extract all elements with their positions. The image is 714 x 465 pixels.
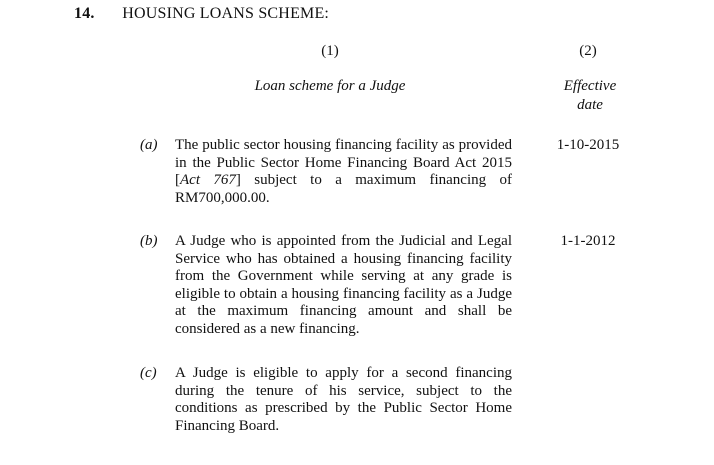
column-1-number: (1) xyxy=(321,43,339,59)
item-label: (a) xyxy=(140,137,158,153)
list-item-c xyxy=(140,365,512,435)
item-text-part: ] subject to a maximum financing of RM700,000.00. xyxy=(175,172,512,206)
column-1-title: Loan scheme for a Judge xyxy=(254,78,406,94)
item-text: A Judge who is appointed from the Judicial and Legal Service who has obtained a housing financing facility from the Government while serving at any grade is eligible to obtain a housing financing facility as a Judge at the maximum financing amount and shall be considered as a new financing. xyxy=(175,233,512,337)
column-2-title-line2: date xyxy=(577,97,603,113)
section-header xyxy=(74,5,329,23)
list-item-b xyxy=(140,233,512,339)
item-date-a: 1-10-2015 xyxy=(556,137,620,153)
item-text: A Judge is eligible to apply for a second financing during the tenure of his service, subject to the conditions as prescribed by the Public Sector Home Financing Board. xyxy=(175,365,512,434)
act-reference: Act 767 xyxy=(180,172,236,189)
item-label: (b) xyxy=(140,233,158,249)
item-label: (c) xyxy=(140,365,157,381)
item-date-b: 1-1-2012 xyxy=(560,233,616,249)
column-2-title xyxy=(540,77,640,115)
item-text xyxy=(175,137,512,207)
column-2-number: (2) xyxy=(579,43,597,59)
column-2-title-line1: Effective xyxy=(563,78,617,94)
section-number: 14. xyxy=(74,5,95,22)
section-title: HOUSING LOANS SCHEME: xyxy=(122,5,330,22)
item-text-part: The public sector housing financing facility as provided in the Public Sector Home Financing Board Act 2015 [ xyxy=(175,137,512,189)
list-item-a xyxy=(140,137,512,207)
